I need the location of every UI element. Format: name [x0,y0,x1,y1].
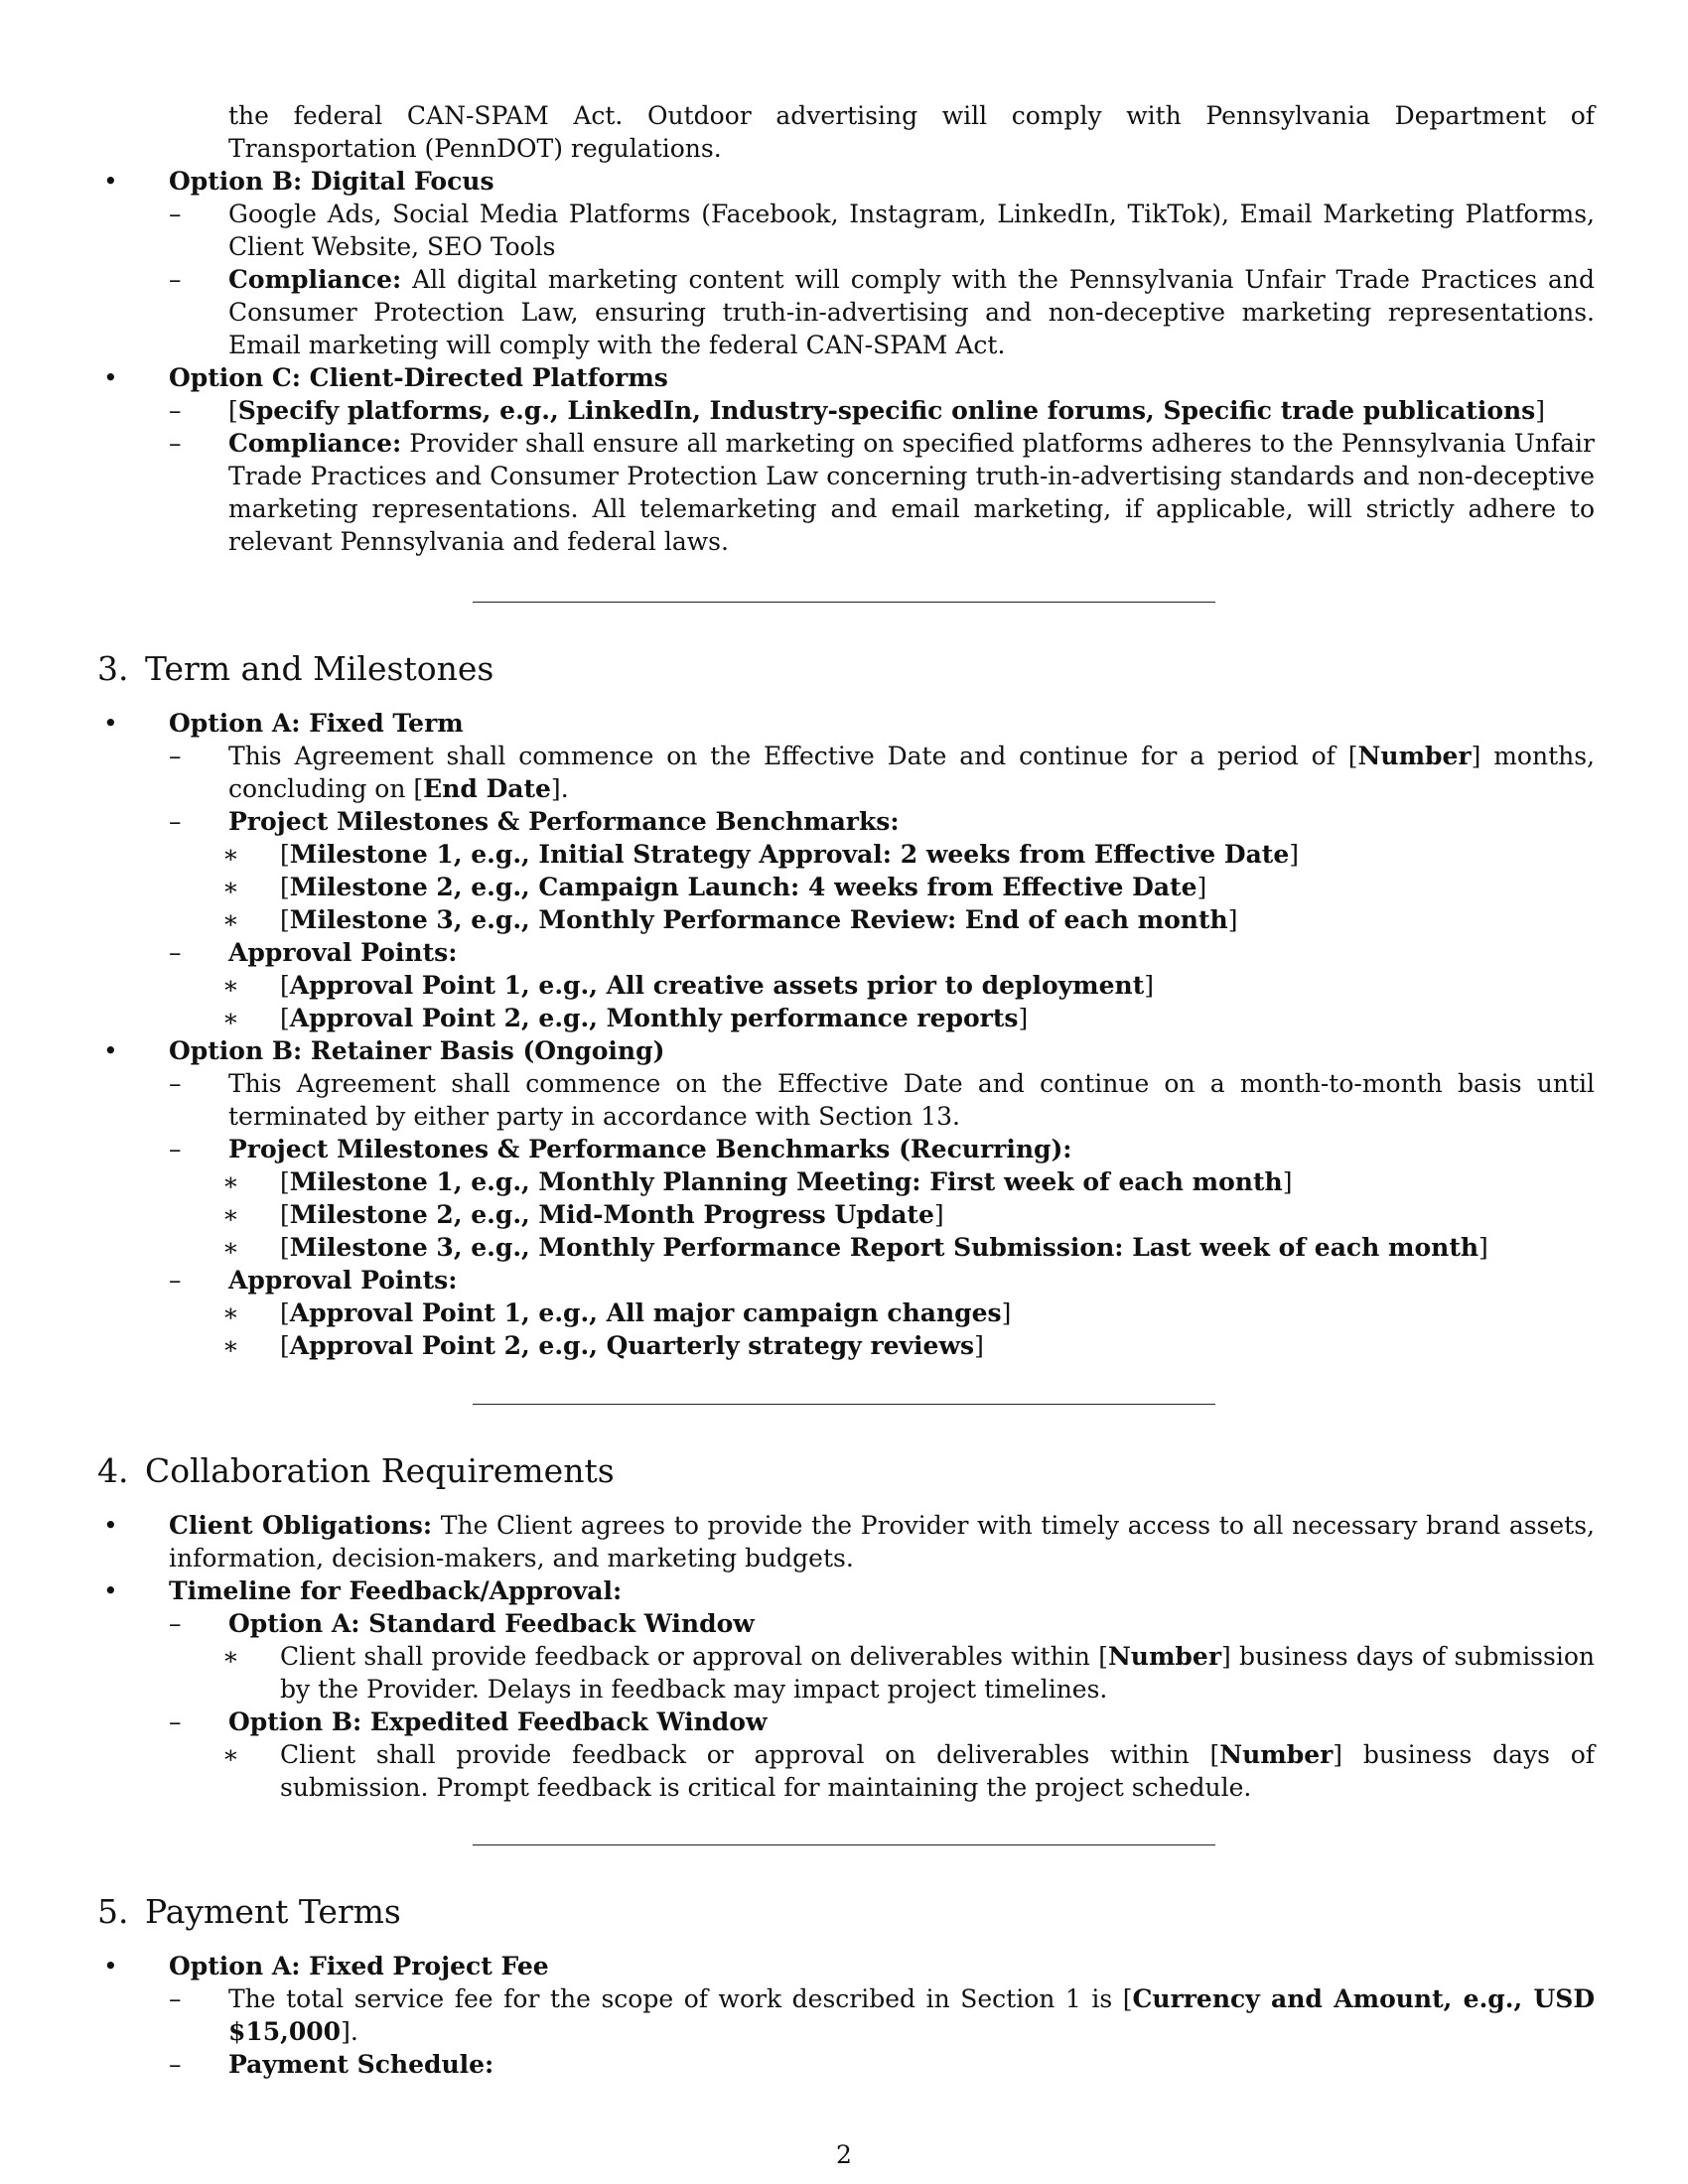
section-divider [473,1844,1215,1845]
star-marker: ∗ [222,1200,239,1229]
section-divider [473,602,1215,603]
dash-marker: – [169,200,182,228]
list-item-retainer: • Option B: Retainer Basis (Ongoing) [103,1036,665,1065]
list-item-milestone: ∗ [Milestone 3, e.g., Monthly Performance Review: End of each month] [222,905,1238,934]
list-item-option-c: • Option C: Client-Directed Platforms [103,363,668,392]
list-item-milestones-label: – Project Milestones & Performance Benchmarks: [169,807,900,836]
star-marker: ∗ [222,1233,239,1262]
section-3-heading: 3. Term and Milestones [97,649,494,688]
list-item-fixed-fee: • Option A: Fixed Project Fee [103,1952,549,1980]
list-item-fixed-term: • Option A: Fixed Term [103,709,464,738]
list-item-expedited-window: – Option B: Expedited Feedback Window [169,1707,768,1736]
dash-marker: – [169,265,182,294]
list-item-standard-window: – Option A: Standard Feedback Window [169,1609,755,1638]
list-item-timeline: • Timeline for Feedback/Approval: [103,1576,623,1605]
bullet-marker: • [103,1952,118,1980]
list-item-compliance: – Compliance: All digital marketing content will comply with the Pennsylvania Unfair Trade Practices and Consumer Protection Law, ensuring truth-in-advertising and non-deceptive marketing representations. Email marketing will comply with the federal CAN-SPAM Act. [169,265,1596,359]
bullet-marker: • [103,709,118,738]
star-marker: ∗ [222,1167,239,1196]
star-marker: ∗ [222,1331,239,1360]
dash-marker: – [169,396,182,425]
list-item-milestone: ∗ [Milestone 2, e.g., Mid-Month Progress Update] [222,1200,944,1229]
list-item-payment-schedule: – Payment Schedule: [169,2050,494,2079]
list-item-milestones-recurring-label: – Project Milestones & Performance Benchmarks (Recurring): [169,1135,1072,1163]
dash-marker: – [169,1707,182,1736]
bullet-marker: • [103,1036,118,1065]
star-marker: ∗ [222,1004,239,1032]
list-item-milestone: ∗ [Milestone 3, e.g., Monthly Performance Report Submission: Last week of each month] [222,1233,1488,1262]
section-5-heading: 5. Payment Terms [97,1892,401,1931]
section-4-heading: 4. Collaboration Requirements [97,1451,615,1490]
list-item-approval: ∗ [Approval Point 1, e.g., All creative assets prior to deployment] [222,971,1155,1000]
star-marker: ∗ [222,840,239,869]
list-item-milestone: ∗ [Milestone 1, e.g., Initial Strategy Approval: 2 weeks from Effective Date] [222,840,1300,869]
dash-marker: – [169,429,182,458]
list-item-milestone: ∗ [Milestone 1, e.g., Monthly Planning Meeting: First week of each month] [222,1167,1293,1196]
list-item-compliance-c: – Compliance: Provider shall ensure all marketing on specified platforms adheres to the Pennsylvania Unfair Trade Practices and Consumer Protection Law concerning truth-in-advertising standards and non-deceptive marketing representations. All telemarketing and email marketing, if applicable, will strictly adhere to relevant Pennsylvania and federal laws. [169,429,1595,556]
star-marker: ∗ [222,905,239,934]
dash-marker: – [169,1266,182,1295]
star-marker: ∗ [222,1298,239,1327]
list-item-expedited-text: ∗ Client shall provide feedback or approval on deliverables within [Number] business days of submission. Prompt feedback is critical for maintaining the project schedule. [222,1740,1595,1802]
dash-marker: – [169,1984,182,2013]
dash-marker: – [169,938,182,967]
dash-marker: – [169,807,182,836]
list-item-client-obligations: • Client Obligations: The Client agrees to provide the Provider with timely access to all necessary brand assets, information, decision-makers, and marketing budgets. [103,1511,1596,1572]
bullet-marker: • [103,1511,118,1540]
compliance-continuation: the federal CAN-SPAM Act. Outdoor advertising will comply with Pennsylvania Department of Transportation (PennDOT) regulations. [228,101,1595,163]
list-item-approval: ∗ [Approval Point 2, e.g., Monthly performance reports] [222,1004,1029,1032]
list-item-option-b-digital: • Option B: Digital Focus [103,167,494,196]
list-item-approval-label: – Approval Points: [169,1266,458,1295]
section-divider [473,1404,1215,1405]
dash-marker: – [169,2050,182,2079]
list-item-standard-text: ∗ Client shall provide feedback or approval on deliverables within [Number] business days of submission by the Provider. Delays in feedback may impact project timelines. [222,1642,1595,1704]
bullet-marker: • [103,1576,118,1605]
list-item-fee-text: – The total service fee for the scope of work described in Section 1 is [Currency and Amount, e.g., USD $15,000]. [169,1984,1595,2046]
dash-marker: – [169,1609,182,1638]
bullet-marker: • [103,363,118,392]
star-marker: ∗ [222,971,239,1000]
star-marker: ∗ [222,873,239,901]
page-number: 2 [836,2140,852,2169]
list-item-approval: ∗ [Approval Point 2, e.g., Quarterly strategy reviews] [222,1331,984,1360]
list-item-retainer-text: – This Agreement shall commence on the Effective Date and continue on a month-to-month basis until terminated by either party in accordance with Section 13. [169,1069,1595,1131]
dash-marker: – [169,1069,182,1098]
list-item-milestone: ∗ [Milestone 2, e.g., Campaign Launch: 4 weeks from Effective Date] [222,873,1207,901]
star-marker: ∗ [222,1642,239,1671]
dash-marker: – [169,1135,182,1163]
dash-marker: – [169,742,182,770]
list-item-platforms-c: – [Specify platforms, e.g., LinkedIn, Industry-specific online forums, Specific trade publications] [169,396,1546,425]
list-item-platforms: – Google Ads, Social Media Platforms (Facebook, Instagram, LinkedIn, TikTok), Email Marketing Platforms, Client Website, SEO Tools [169,200,1595,261]
star-marker: ∗ [222,1740,239,1769]
list-item-approval: ∗ [Approval Point 1, e.g., All major campaign changes] [222,1298,1012,1327]
bullet-marker: • [103,167,118,196]
list-item-term-text: – This Agreement shall commence on the Effective Date and continue for a period of [Number] months, concluding on [End Date]. [169,742,1595,803]
list-item-approval-label: – Approval Points: [169,938,458,967]
